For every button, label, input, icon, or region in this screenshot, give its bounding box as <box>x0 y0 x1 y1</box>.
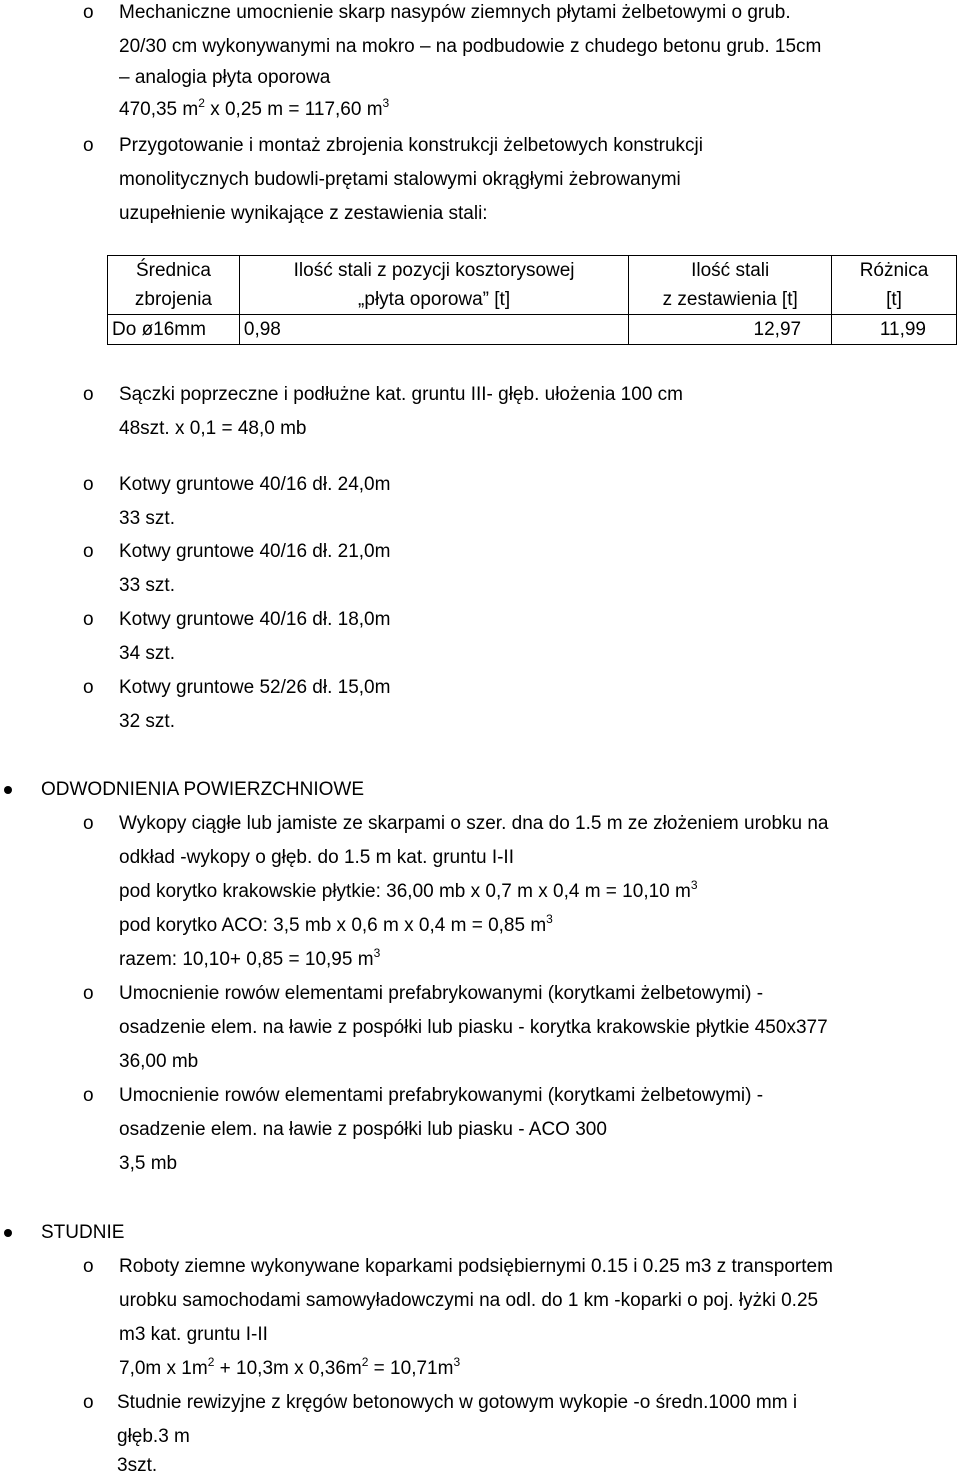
item-text: urobku samochodami samowyładowczymi na odl. do 1 km -koparki o poj. łyżki 0.25 <box>119 1290 819 1311</box>
calc-line: 7,0m x $1m^2 + 10,3m$ x $0,36m^2 = 10,71m^3$ <box>119 1355 461 1379</box>
item-text: odkład -wykopy o głęb. do 1.5 m kat. gruntu I-II <box>119 847 514 868</box>
list-marker: o <box>83 677 94 698</box>
item-text: Studnie rewizyjne z kręgów betonowych w gotowym wykopie -o średn.1000 mm i <box>117 1392 798 1413</box>
item-text: 36,00 mb <box>119 1051 199 1072</box>
cell-list-qty: 12,97 <box>629 315 832 345</box>
anchor-qty: 33 szt. <box>119 508 175 529</box>
item-text: 3szt. <box>117 1455 158 1476</box>
cell-difference: 11,99 <box>832 315 957 345</box>
list-marker: o <box>83 2 94 23</box>
anchor-qty: 34 szt. <box>119 643 175 664</box>
bullet-icon <box>4 786 12 794</box>
list-marker: o <box>83 609 94 630</box>
item-text: uzupełnienie wynikające z zestawienia stali: <box>119 203 488 224</box>
list-marker: o <box>83 1256 94 1277</box>
item-text: osadzenie elem. na ławie z pospółki lub piasku - ACO 300 <box>119 1119 607 1140</box>
anchor-qty: 32 szt. <box>119 711 175 732</box>
item-text: Wykopy ciągłe lub jamiste ze skarpami o szer. dna do 1.5 m ze złożeniem urobku na <box>119 813 829 834</box>
list-marker: o <box>83 1392 94 1413</box>
calc-line: 470,35 $m^2$ x 0,25 m = 117,60 $m^3$ <box>119 96 390 120</box>
list-marker: o <box>83 813 94 834</box>
list-marker: o <box>83 474 94 495</box>
steel-table <box>107 255 957 345</box>
anchor-label: Kotwy gruntowe 52/26 dł. 15,0m <box>119 677 391 698</box>
header-diameter: Średnica zbrojenia <box>108 256 240 315</box>
cell-diameter: Do ø16mm <box>108 315 240 345</box>
calc-line: razem: 10,10+ 0,85 = 10,95 $m^3$ <box>119 946 381 970</box>
calc-line: pod korytko krakowskie płytkie: 36,00 mb x 0,7 m x 0,4 m = 10,10 $m^3$ <box>119 878 698 902</box>
anchor-label: Kotwy gruntowe 40/16 dł. 21,0m <box>119 541 391 562</box>
item-text: m3 kat. gruntu I-II <box>119 1324 268 1345</box>
header-cost-qty: Ilość stali z pozycji kosztorysowej „płyta oporowa” [t] <box>239 256 628 315</box>
item-text: 48szt. x 0,1 = 48,0 mb <box>119 418 307 439</box>
calc-line: pod korytko ACO: 3,5 mb x 0,6 m x 0,4 m = 0,85 $m^3$ <box>119 912 553 936</box>
list-marker: o <box>83 541 94 562</box>
item-text: 3,5 mb <box>119 1153 178 1174</box>
anchor-label: Kotwy gruntowe 40/16 dł. 18,0m <box>119 609 391 630</box>
anchor-label: Kotwy gruntowe 40/16 dł. 24,0m <box>119 474 391 495</box>
list-marker: o <box>83 1085 94 1106</box>
item-text: Roboty ziemne wykonywane koparkami podsiębiernymi 0.15 i 0.25 m3 z transportem <box>119 1256 833 1277</box>
item-text: 20/30 cm wykonywanymi na mokro – na podbudowie z chudego betonu grub. 15cm <box>119 36 822 57</box>
list-marker: o <box>83 983 94 1004</box>
anchor-qty: 33 szt. <box>119 575 175 596</box>
item-text: monolitycznych budowli-prętami stalowymi okrągłymi żebrowanymi <box>119 169 681 190</box>
item-text: głęb.3 m <box>117 1426 190 1447</box>
item-text: Umocnienie rowów elementami prefabrykowanymi (korytkami żelbetowymi) - <box>119 983 764 1004</box>
table-header-row <box>108 256 957 315</box>
list-marker: o <box>83 384 94 405</box>
item-text: Umocnienie rowów elementami prefabrykowanymi (korytkami żelbetowymi) - <box>119 1085 764 1106</box>
item-text: – analogia płyta oporowa <box>119 67 331 88</box>
item-text: Przygotowanie i montaż zbrojenia konstrukcji żelbetowych konstrukcji <box>119 135 703 156</box>
section-heading: ODWODNIENIA POWIERZCHNIOWE <box>41 779 364 800</box>
item-text: Mechaniczne umocnienie skarp nasypów ziemnych płytami żelbetowymi o grub. <box>119 2 791 23</box>
item-text: osadzenie elem. na ławie z pospółki lub piasku - korytka krakowskie płytkie 450x377 <box>119 1017 828 1038</box>
table-row <box>108 315 957 345</box>
header-list-qty: Ilość stali z zestawienia [t] <box>629 256 832 315</box>
item-text: Sączki poprzeczne i podłużne kat. gruntu III- głęb. ułożenia 100 cm <box>119 384 683 405</box>
cell-cost-qty: 0,98 <box>239 315 628 345</box>
list-marker: o <box>83 135 94 156</box>
section-heading: STUDNIE <box>41 1222 125 1243</box>
bullet-icon <box>4 1229 12 1237</box>
header-difference: Różnica [t] <box>832 256 957 315</box>
